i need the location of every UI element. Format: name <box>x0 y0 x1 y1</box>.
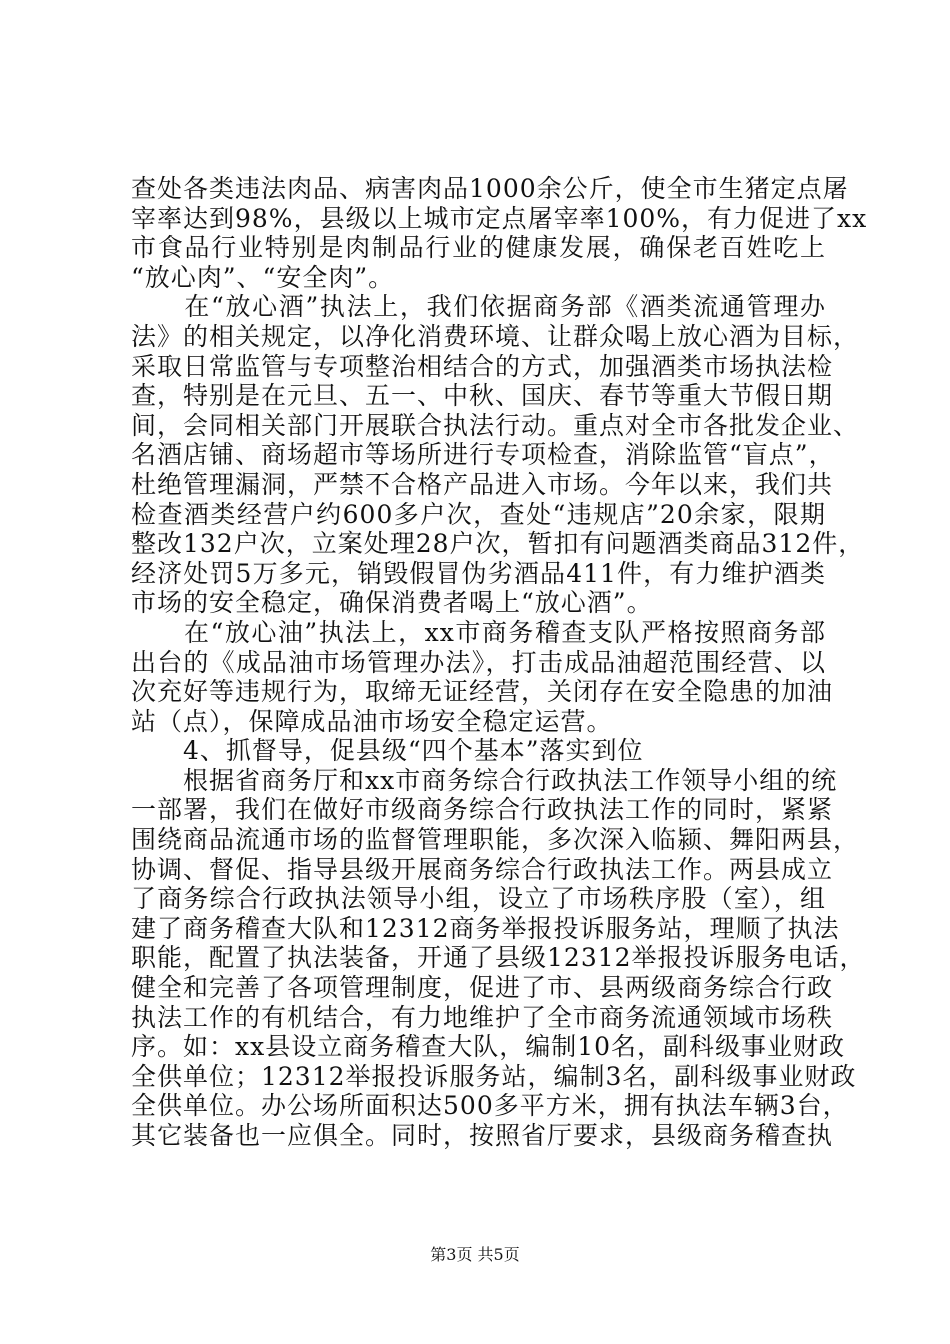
text-line: 站（点），保障成品油市场安全稳定运营。 <box>131 706 613 736</box>
text-line: 执法工作的有机结合，有力地维护了全市商务流通领域市场秩 <box>131 1002 834 1032</box>
text-line: 在“放心油”执法上，xx市商务稽查支队严格按照商务部 <box>131 617 826 647</box>
text-line: 间，会同相关部门开展联合执法行动。重点对全市各批发企业、 <box>131 410 860 440</box>
text-line: 查，特别是在元旦、五一、中秋、国庆、春节等重大节假日期 <box>131 381 834 411</box>
text-line: 法》的相关规定，以净化消费环境、让群众喝上放心酒为目标， <box>131 321 860 351</box>
text-line: 检查酒类经营户约600多户次，查处“违规店”20余家，限期 <box>131 499 826 529</box>
text-line: 根据省商务厅和xx市商务综合行政执法工作领导小组的统 <box>131 765 838 795</box>
page-footer: 第3页 共5页 <box>430 1245 520 1264</box>
section-heading: 4、抓督导，促县级“四个基本”落实到位 <box>131 736 644 766</box>
text-line: 一部署，我们在做好市级商务综合行政执法工作的同时，紧紧 <box>131 795 834 825</box>
text-line: 经济处罚5万多元，销毁假冒伪劣酒品411件，有力维护酒类 <box>131 558 826 588</box>
body-text <box>131 174 868 1151</box>
text-line: 全供单位；12312举报投诉服务站，编制3名，副科级事业财政 <box>131 1061 857 1091</box>
text-line: 市场的安全稳定，确保消费者喝上“放心酒”。 <box>131 588 653 618</box>
text-line: 出台的《成品油市场管理办法》，打击成品油超范围经营、以 <box>131 647 826 677</box>
text-line: 了商务综合行政执法领导小组，设立了市场秩序股（室），组 <box>131 884 826 914</box>
text-line: 职能，配置了执法装备，开通了县级12312举报投诉服务电话， <box>131 943 866 973</box>
text-line: “放心肉”、“安全肉”。 <box>131 262 395 292</box>
text-line: 宰率达到98%，县级以上城市定点屠宰率100%，有力促进了xx <box>131 203 868 233</box>
text-line: 围绕商品流通市场的监督管理职能，多次深入临颍、舞阳两县， <box>131 825 860 855</box>
text-line: 建了商务稽查大队和12312商务举报投诉服务站，理顺了执法 <box>131 913 840 943</box>
text-line: 名酒店铺、商场超市等场所进行专项检查，消除监管“盲点”， <box>131 440 835 470</box>
text-line: 采取日常监管与专项整治相结合的方式，加强酒类市场执法检 <box>131 351 834 381</box>
text-line: 在“放心酒”执法上，我们依据商务部《酒类流通管理办 <box>131 292 826 322</box>
text-line: 次充好等违规行为，取缔无证经营，关闭存在安全隐患的加油 <box>131 677 834 707</box>
text-line: 全供单位。办公场所面积达500多平方米，拥有执法车辆3台， <box>131 1091 849 1121</box>
text-line: 协调、督促、指导县级开展商务综合行政执法工作。两县成立 <box>131 854 834 884</box>
text-line: 序。如：xx县设立商务稽查大队，编制10名，副科级事业财政 <box>131 1032 846 1062</box>
text-line: 查处各类违法肉品、病害肉品1000余公斤，使全市生猪定点屠 <box>131 174 849 203</box>
text-line: 市食品行业特别是肉制品行业的健康发展，确保老百姓吃上 <box>131 233 826 263</box>
text-line: 杜绝管理漏洞，严禁不合格产品进入市场。今年以来，我们共 <box>131 469 834 499</box>
text-line: 整改132户次，立案处理28户次，暂扣有问题酒类商品312件， <box>131 529 865 559</box>
text-line: 健全和完善了各项管理制度，促进了市、县两级商务综合行政 <box>131 973 834 1003</box>
text-line: 其它装备也一应俱全。同时，按照省厅要求，县级商务稽查执 <box>131 1121 834 1150</box>
